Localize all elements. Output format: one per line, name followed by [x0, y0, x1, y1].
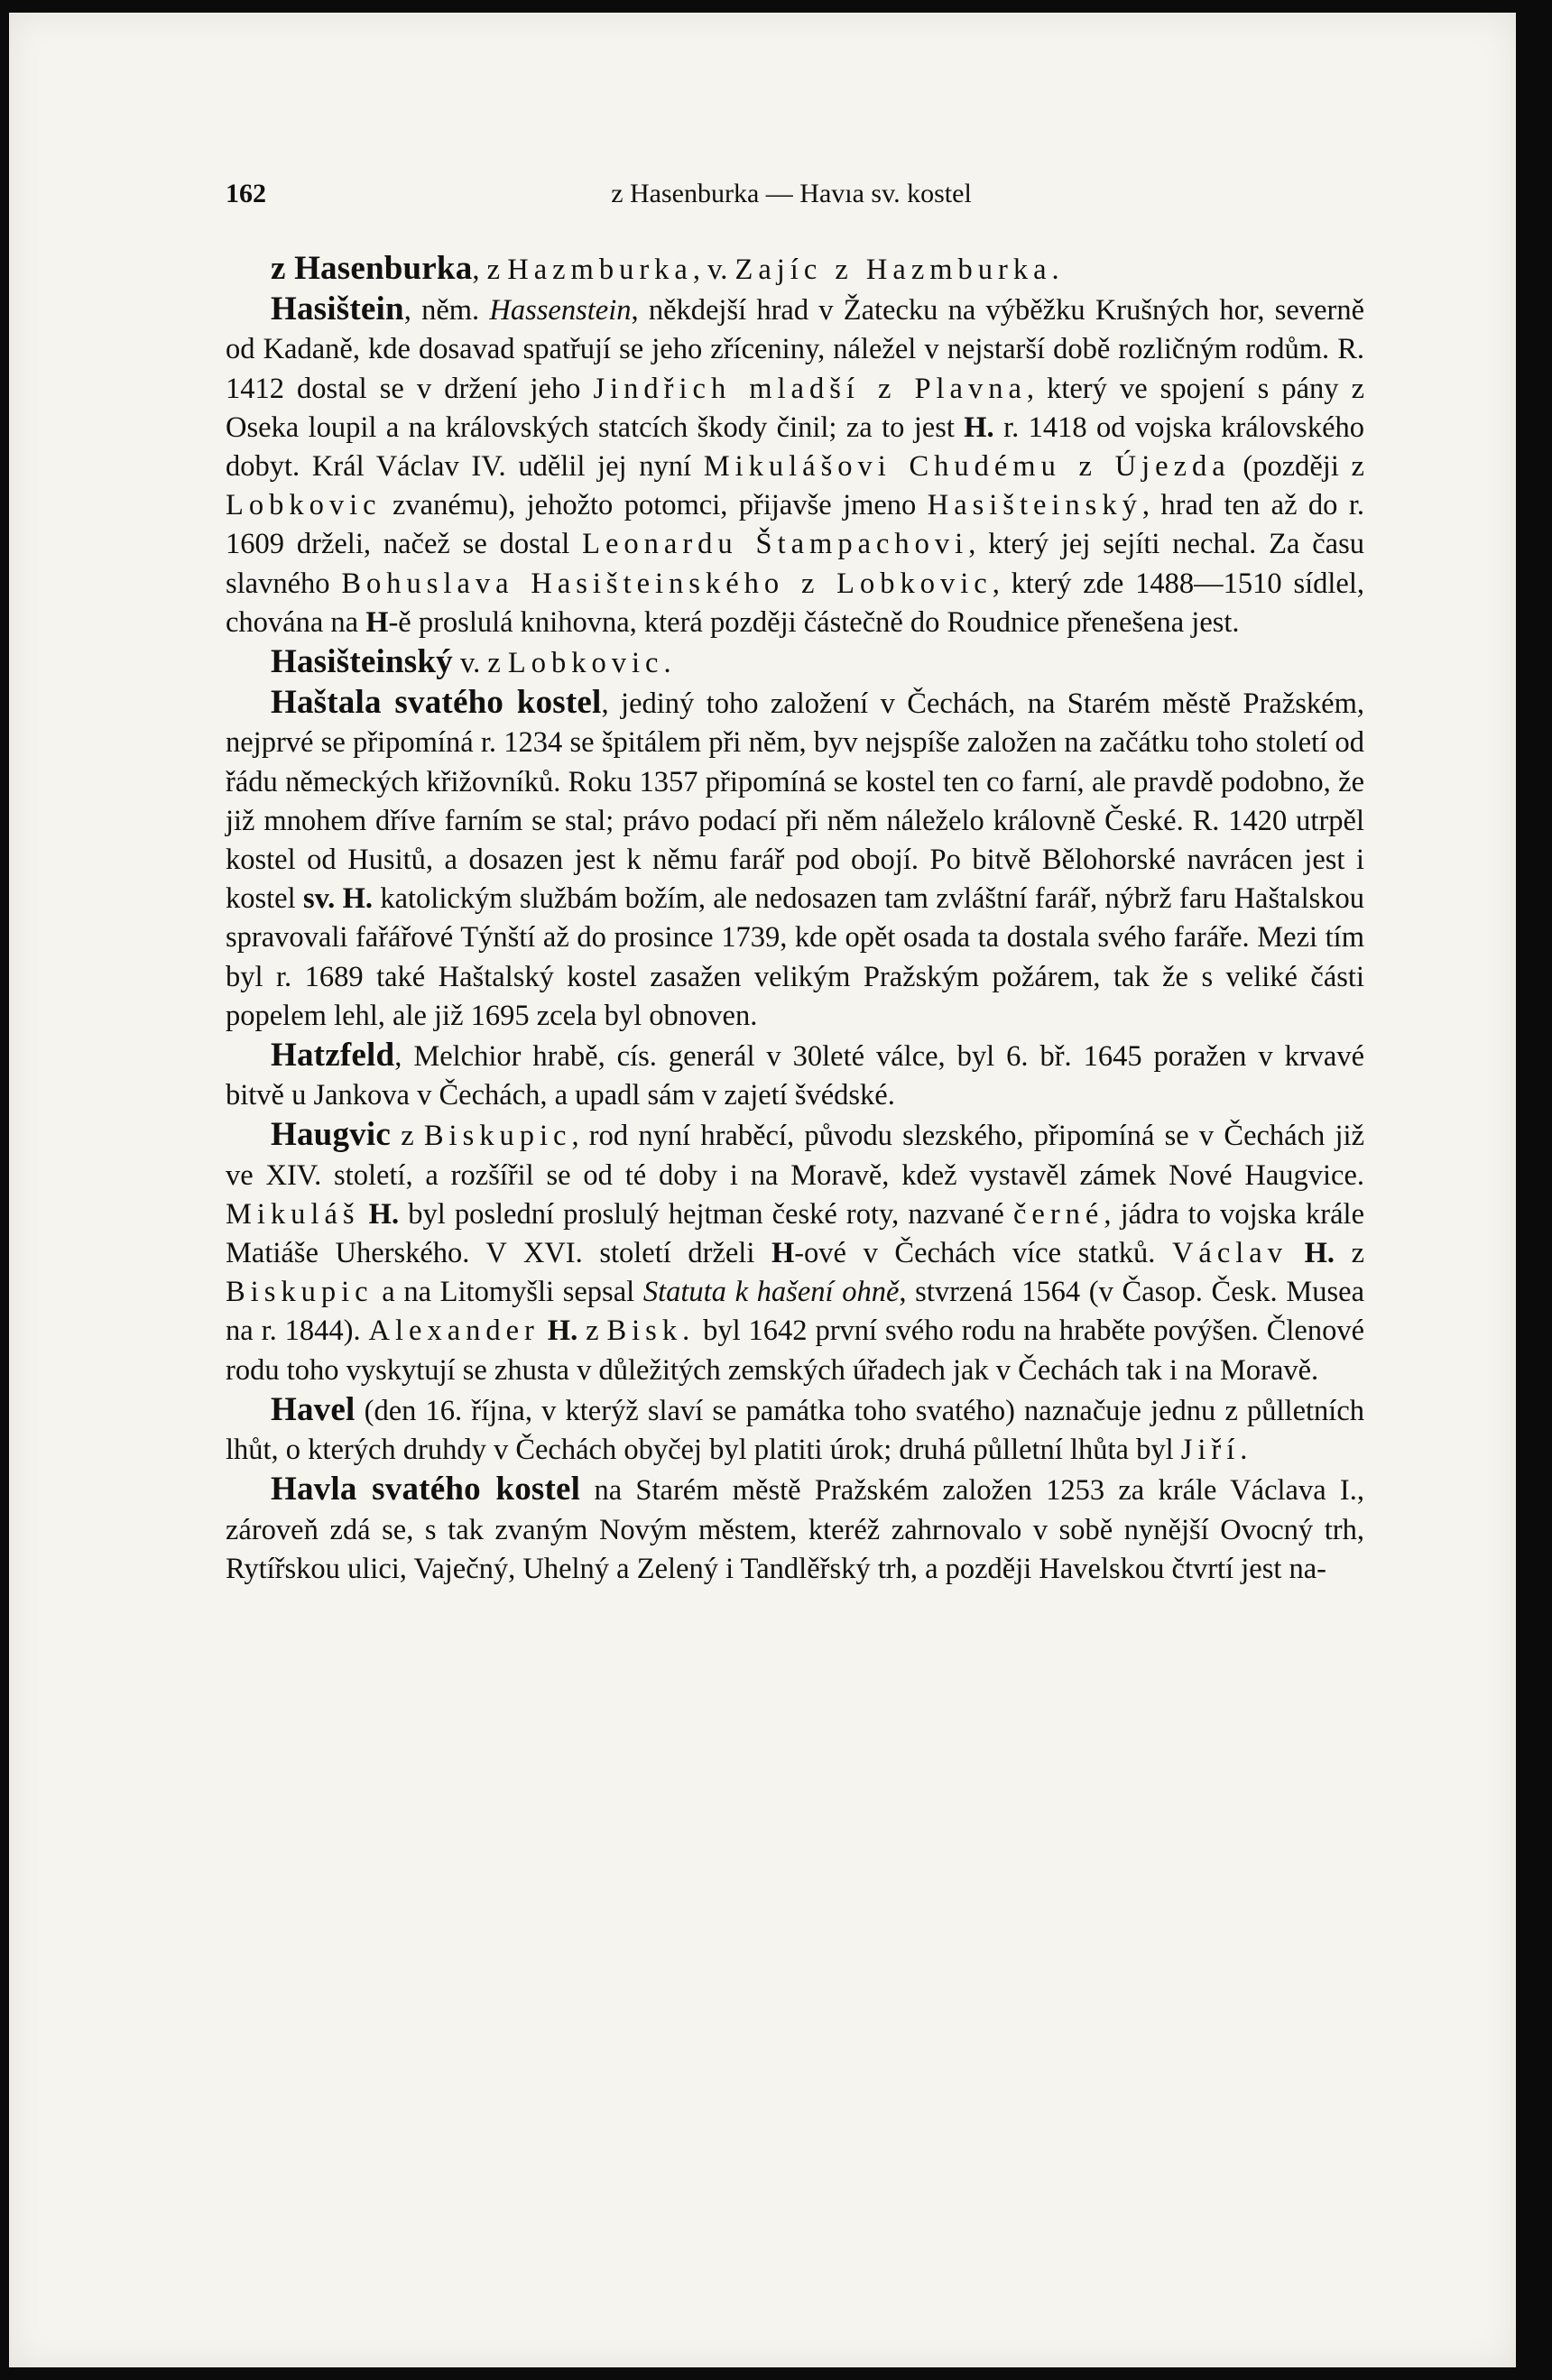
entry-text: -ové v Čechách více statků. — [794, 1237, 1172, 1270]
spaced-name: Mikulášovi Chudému z Újezda — [703, 450, 1231, 484]
spaced-name: Jindřich mladší z Plavna — [593, 372, 1027, 405]
dictionary-body — [226, 249, 1364, 1589]
spaced-name: Hasišteinský — [927, 489, 1142, 522]
entry-text: (později z — [1230, 450, 1364, 484]
spaced-name: Alexander — [368, 1315, 540, 1348]
entry-text: r. 1418 od vojska královského dobyt. Král Václav IV. udělil jej nyní — [226, 411, 1364, 484]
entry-text — [1288, 1237, 1305, 1269]
spaced-name: Bisk. — [606, 1315, 696, 1348]
bold-abbrev: sv. H. — [303, 882, 373, 916]
entry-hasisteinsky — [226, 642, 1364, 683]
entry-text: , v. — [692, 254, 735, 286]
headword: Hasišteinský — [271, 643, 453, 681]
headword: Havel — [271, 1390, 356, 1428]
bold-abbrev: H. — [368, 1197, 400, 1231]
entry-text: . — [1240, 1434, 1248, 1467]
entry-text: , Melchior hrabě, cís. generál v 30leté válce, byl 6. bř. 1645 poražen v krvavé bitvě u Jankova v Čechách, a upadl sám v zajetí švédské. — [226, 1040, 1364, 1112]
bold-abbrev: H — [771, 1237, 795, 1270]
bold-abbrev: H. — [964, 411, 994, 444]
italic-title: Hassenstein — [489, 294, 632, 327]
entry-text: , rod nyní hraběcí, původu slezského, připomíná se v Čechách již ve XIV. století, a rozšířil se od té doby i na Moravě, kdež vystavěl zámek Nové Haugvice. — [226, 1120, 1364, 1192]
italic-title: Statuta k hašení ohně — [642, 1276, 900, 1309]
entry-text: , jádra to vojska krále Matiáše Uherského. V XVI. století drželi — [226, 1197, 1364, 1270]
spaced-name: Jiří — [1180, 1434, 1241, 1467]
bold-abbrev: H. — [547, 1315, 578, 1348]
entry-text: (den 16. října, v kterýž slaví se památka toho svatého) naznačuje jednu z půlletních lhůt, o kterých druhdy v Čechách obyčej byl platiti úrok; druhá půlletní lhůta byl — [226, 1394, 1364, 1467]
headword: Havla svatého kostel — [271, 1471, 581, 1508]
bold-abbrev: H. — [1304, 1237, 1335, 1270]
entry-text: , který ve spojení s pány z Oseka loupil a na královských statcích škody činil; za to jest — [226, 372, 1364, 444]
headword: Hasištein — [271, 291, 404, 328]
entry-text: z — [1334, 1237, 1364, 1270]
entry-haugvic — [226, 1115, 1364, 1389]
entry-text: , hrad ten až do r. 1609 drželi, načež se dostal — [226, 489, 1364, 561]
entry-text: , stvrzená 1564 (v Časop. Česk. Musea na r. 1844). — [226, 1276, 1364, 1348]
entry-text: , něm. — [403, 294, 490, 327]
spaced-name: Hazmburka — [507, 254, 693, 286]
entry-text: z — [390, 1120, 424, 1153]
spaced-name: Zajíc z Hazmburka — [734, 254, 1052, 286]
spaced-name: Mikuláš — [226, 1197, 360, 1231]
entry-hatzfeld — [226, 1036, 1364, 1115]
bold-abbrev: H — [365, 605, 389, 639]
entry-text: -ě proslulá knihovna, která později částečně do Roudnice přenešena jest. — [388, 605, 1240, 639]
spaced-name: černé — [1012, 1197, 1104, 1231]
entry-text: . — [663, 647, 671, 680]
entry-text — [540, 1315, 548, 1347]
spaced-name: Bohuslava Hasišteinského z Lobkovic — [341, 567, 993, 600]
scanned-page — [9, 13, 1516, 2367]
entry-text: zvanému), jehožto potomci, přijavše jmeno — [381, 489, 928, 522]
entry-text: , který jej sejíti nechal. Za času slavného — [226, 528, 1364, 600]
entry-hasenburka — [226, 249, 1364, 290]
spaced-name: Leonardu Štampachovi — [582, 528, 969, 561]
entry-text: na Starém městě Pražském založen 1253 za krále Václava I., zároveň zdá se, s tak zvaným Novým městem, kteréž zahrnovalo v sobě nynější Ovocný trh, Rytířskou ulici, Vaječný, Uhelný a Zelený i Tandlěřský trh, a později Havelskou čtvrtí jest na- — [226, 1474, 1365, 1585]
entry-text: v. z — [452, 647, 508, 680]
running-head — [218, 179, 1364, 215]
entry-text: byl 1642 první svého rodu na hraběte povýšen. Členové rodu toho vyskytují se zhusta v důležitých zemských úřadech jak v Čechách tak i na Moravě. — [226, 1315, 1365, 1387]
entry-hastala — [226, 683, 1364, 1036]
entry-text: byl poslední proslulý hejtman české roty, nazvané — [399, 1197, 1013, 1231]
spaced-name: Lobkovic — [226, 489, 382, 522]
entry-text — [360, 1198, 369, 1231]
spaced-name: Václav — [1171, 1237, 1288, 1270]
headword: Haštala svatého kostel — [271, 684, 602, 722]
headword: Hatzfeld — [271, 1037, 395, 1075]
entry-hasistein — [226, 290, 1364, 642]
spaced-name: Lobkovic — [507, 647, 664, 680]
entry-havla — [226, 1470, 1364, 1589]
entry-text: . — [1051, 254, 1059, 286]
spaced-name: Biskupic — [423, 1120, 572, 1153]
entry-text: katolickým službám božím, ale nedosazen tam zvláštní farář, nýbrž faru Haštalskou spravovali fařářové Týnští až do prosince 1739, kde opět osada ta dostala svého faráře. Mezi tím byl r. 1689 také Haštalský kostel zasažen velikým Pražským požárem, tak že s veliké části popelem lehl, ale již 1695 zcela byl obnoven. — [226, 882, 1365, 1032]
entry-text: , jediný toho založení v Čechách, na Starém městě Pražském, nejprvé se připomíná r. 1234 se špitálem při něm, byv nejspíše založen na začátku toho století od řádu německých křižovníků. Roku 1357 připomíná se kostel ten co farní, ale pravdě podobno, že již mnohem dříve farním se stal; právo podací při něm náleželo královně České. R. 1420 utrpěl kostel od Husitů, a dosazen jest k němu farář pod obojí. Po bitvě Bělohorské navrácen jest i kostel — [226, 687, 1364, 916]
entry-text: z — [577, 1315, 607, 1348]
entry-text: , někdejší hrad v Žatecku na výběžku Krušných hor, severně od Kadaně, kde dosavad spatřují se jeho zříceniny, náležel v nejstarší době rozličným rodům. R. 1412 dostal se v držení jeho — [226, 294, 1364, 405]
entry-text: , z — [472, 254, 508, 286]
headword: Haugvic — [271, 1116, 391, 1154]
entry-text: a na Litomyšli sepsal — [373, 1276, 643, 1309]
spaced-name: Biskupic — [226, 1276, 374, 1309]
entry-havel — [226, 1390, 1364, 1470]
headword: z Hasenburka — [271, 250, 473, 287]
entry-text: , který zde 1488—1510 sídlel, chována na — [226, 567, 1364, 639]
running-title: z Hasenburka — Havıa sv. kostel — [611, 179, 972, 208]
page-number: 162 — [226, 179, 266, 208]
